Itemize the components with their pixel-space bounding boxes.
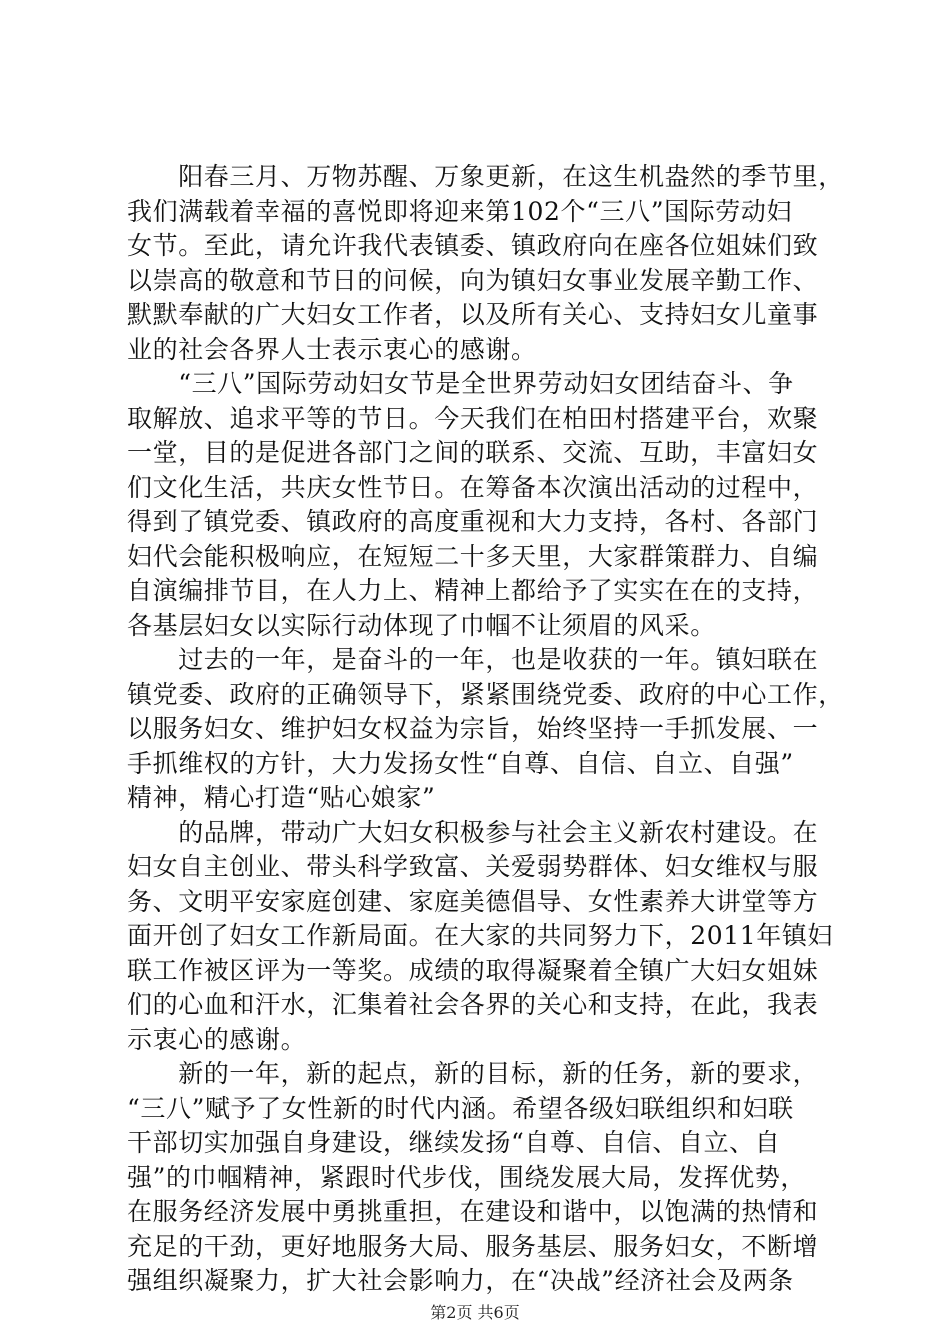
text-line: 阳春三月、万物苏醒、万象更新，在这生机盎然的季节里， [127,162,844,191]
text-line: 的品牌，带动广大妇女积极参与社会主义新农村建设。在 [127,817,819,847]
text-line: 干部切实加强自身建设，继续发扬“自尊、自信、自立、自 [127,1128,781,1157]
text-line: 各基层妇女以实际行动体现了巾帼不让须眉的风采。 [127,610,716,640]
text-line: 精神，精心打造“贴心娘家” [127,783,436,812]
text-line: 强”的巾帼精神，紧跟时代步伐，围绕发展大局，发挥优势， [127,1162,806,1192]
text-line: 我们满载着幸福的喜悦即将迎来第102个“三八”国际劳动妇 [127,196,793,226]
document-body [127,160,847,1299]
text-line: 们的心血和汗水，汇集着社会各界的关心和支持，在此，我表 [127,990,819,1019]
text-line: 取解放、追求平等的节日。今天我们在柏田村搭建平台，欢聚 [127,403,819,433]
text-line: 充足的干劲，更好地服务大局、服务基层、服务妇女，不断增 [127,1231,819,1261]
text-line: 默默奉献的广大妇女工作者，以及所有关心、支持妇女儿童事 [127,300,819,329]
text-line: “三八”国际劳动妇女节是全世界劳动妇女团结奋斗、争 [127,369,794,398]
text-line: 示衷心的感谢。 [127,1024,307,1054]
text-line: 面开创了妇女工作新局面。在大家的共同努力下，2011年镇妇 [127,921,834,950]
text-line: “三八”赋予了女性新的时代内涵。希望各级妇联组织和妇联 [127,1093,794,1123]
text-line: 联工作被区评为一等奖。成绩的取得凝聚着全镇广大妇女姐妹 [127,955,819,985]
text-line: 一堂，目的是促进各部门之间的联系、交流、互助，丰富妇女 [127,438,819,467]
text-line: 妇代会能积极响应，在短短二十多天里，大家群策群力、自编 [127,541,819,571]
text-line: 妇女自主创业、带头科学致富、关爱弱势群体、妇女维权与服 [127,852,819,881]
text-line: 强组织凝聚力，扩大社会影响力，在“决战”经济社会及两条 [127,1266,794,1295]
text-line: 们文化生活，共庆女性节日。在筹备本次演出活动的过程中， [127,472,819,502]
text-line: 务、文明平安家庭创建、家庭美德倡导、女性素养大讲堂等方 [127,886,819,916]
text-line: 女节。至此，请允许我代表镇委、镇政府向在座各位姐妹们致 [127,231,819,260]
text-line: 在服务经济发展中勇挑重担，在建设和谐中，以饱满的热情和 [127,1197,819,1226]
text-line: 以崇高的敬意和节日的问候，向为镇妇女事业发展辛勤工作、 [127,265,819,295]
text-line: 得到了镇党委、镇政府的高度重视和大力支持，各村、各部门 [127,507,819,536]
page-number-footer: 第2页 共6页 [430,1303,520,1322]
text-line: 以服务妇女、维护妇女权益为宗旨，始终坚持一手抓发展、一 [127,714,819,743]
text-line: 过去的一年，是奋斗的一年，也是收获的一年。镇妇联在 [127,645,819,674]
text-line: 镇党委、政府的正确领导下，紧紧围绕党委、政府的中心工作， [127,679,844,709]
text-line: 业的社会各界人士表示衷心的感谢。 [127,334,537,364]
text-line: 手抓维权的方针，大力发扬女性“自尊、自信、自立、自强” [127,748,794,778]
text-line: 自演编排节目，在人力上、精神上都给予了实实在在的支持， [127,576,819,605]
text-line: 新的一年，新的起点，新的目标，新的任务，新的要求， [127,1059,819,1088]
